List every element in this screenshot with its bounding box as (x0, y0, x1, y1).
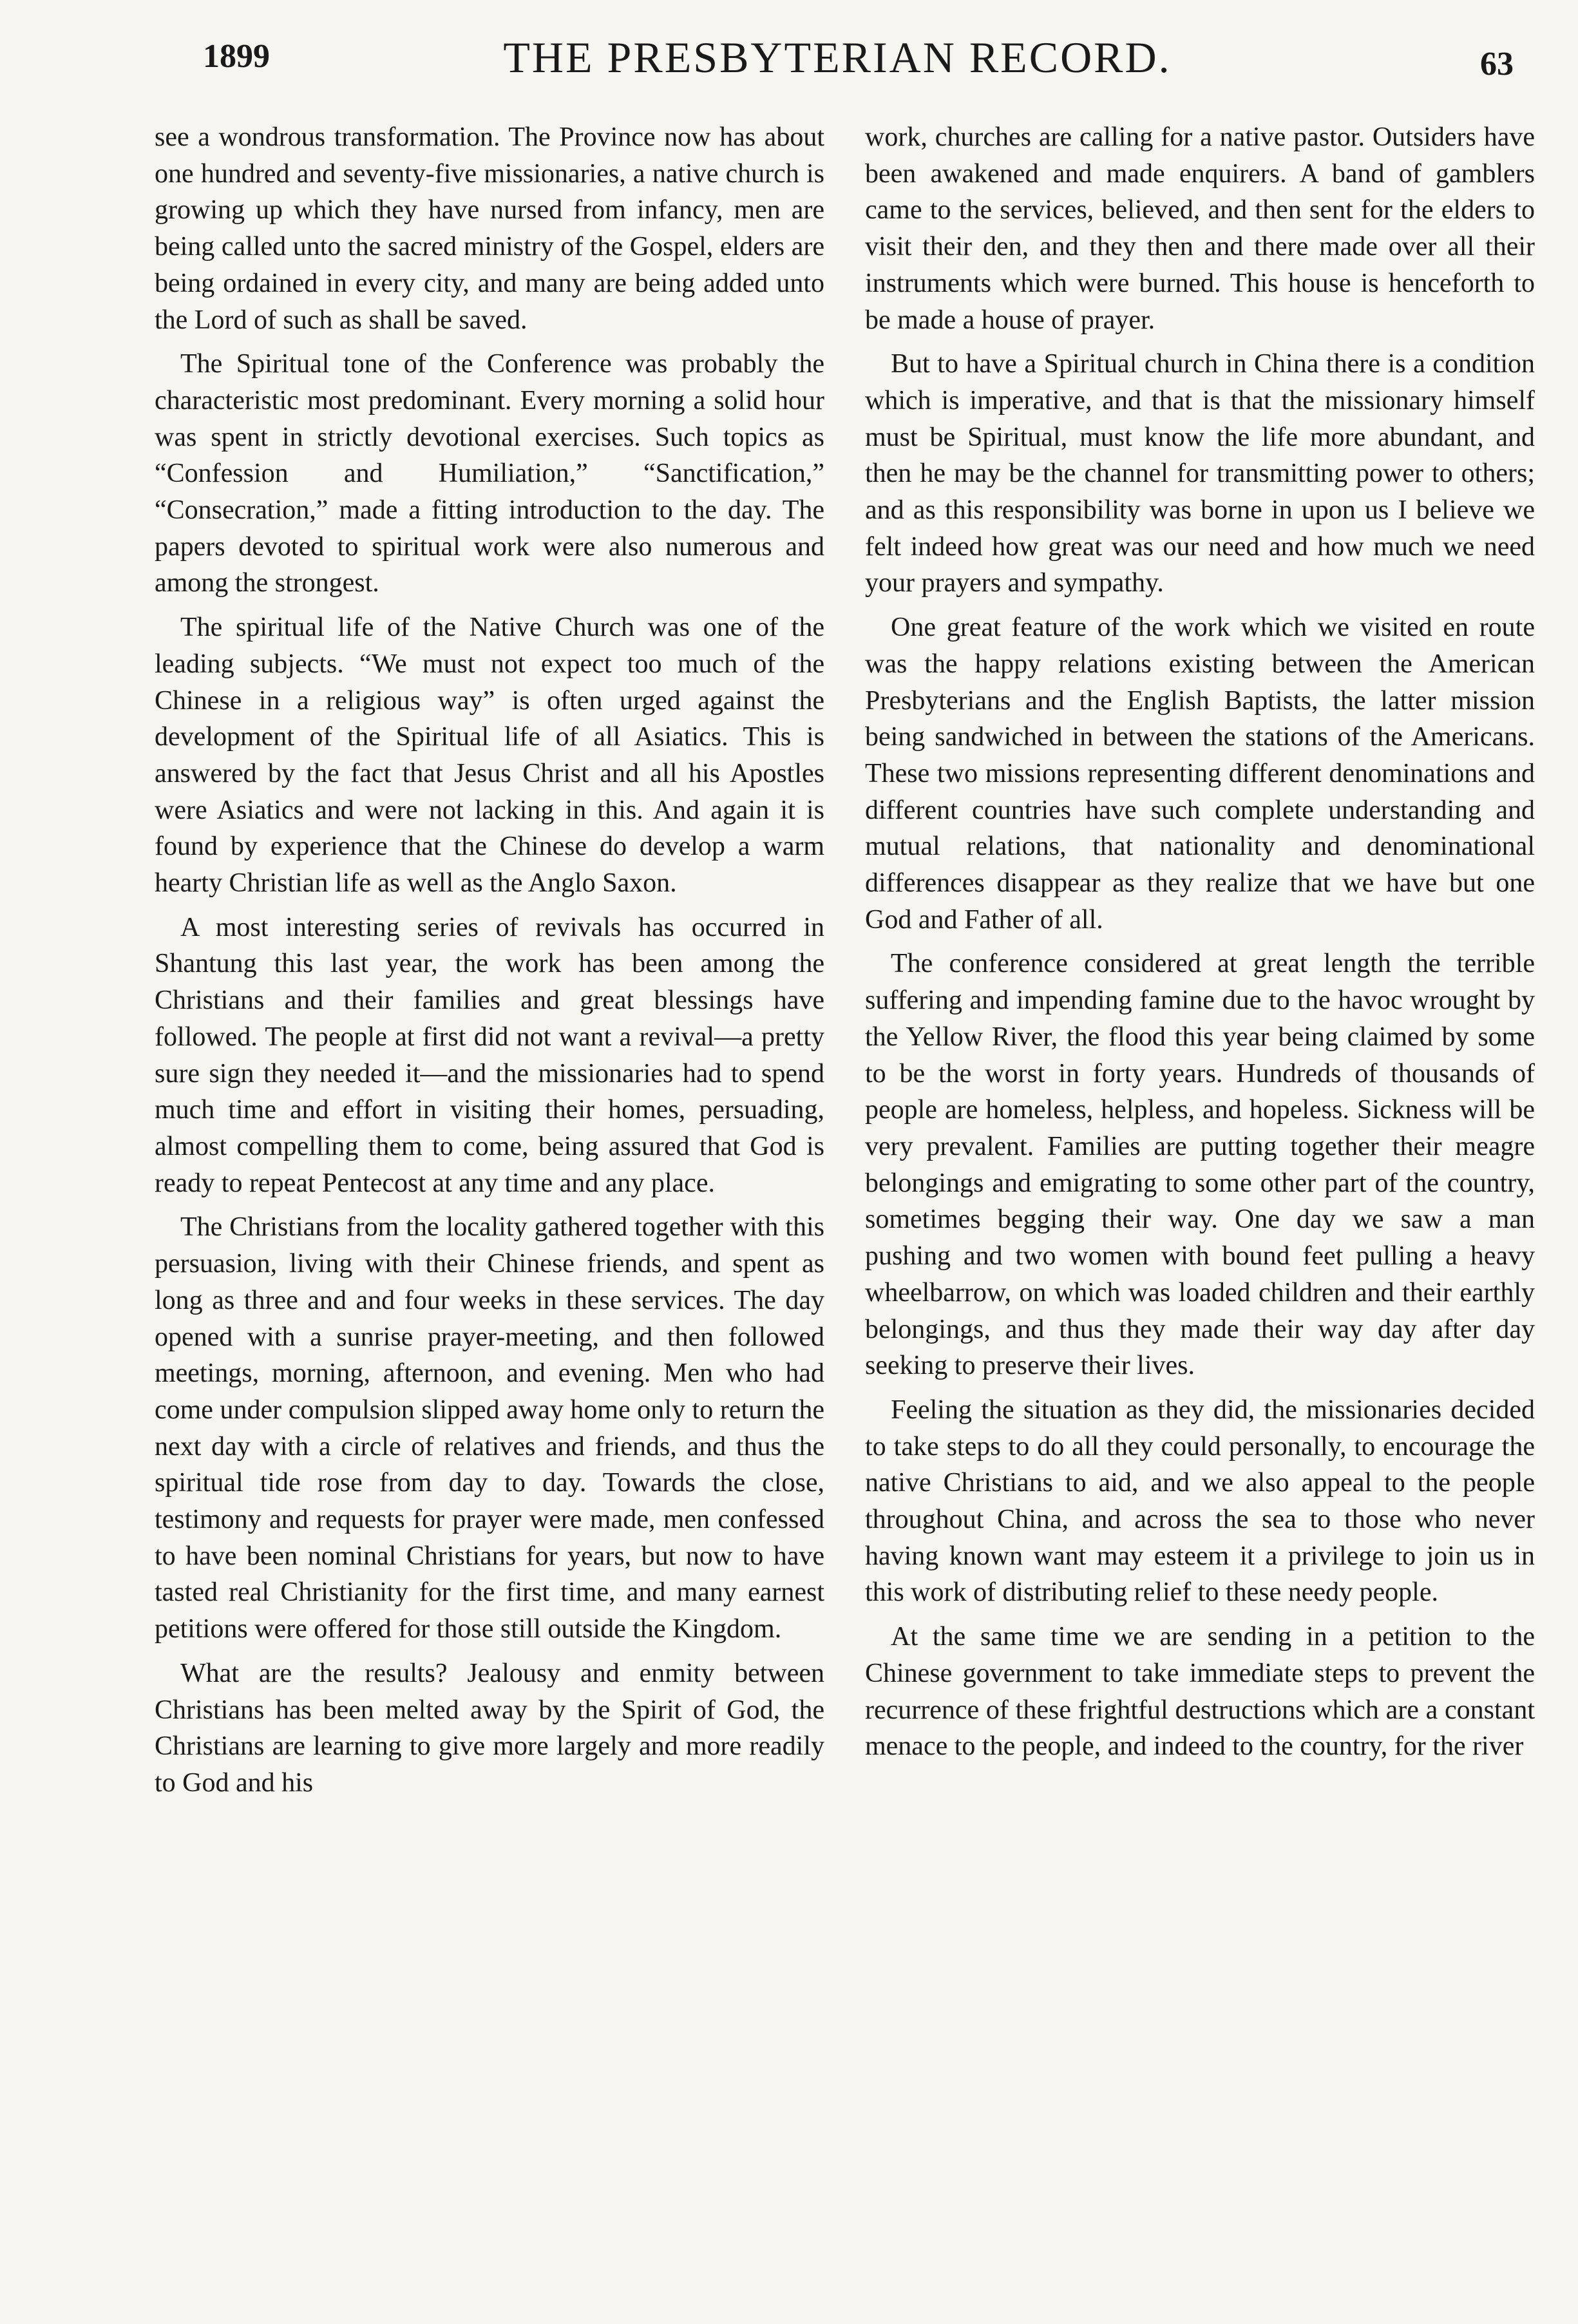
page-header (161, 26, 1514, 97)
paragraph: The Christians from the locality gathered together with this persuasion, living with their Chinese friends, and spent as long as three and and four weeks in these services. The day opened with a sunrise prayer-meeting, and then followed meetings, morning, afternoon, and evening. Men who had come under compulsion slipped away home only to return the next day with a circle of relatives and friends, and thus the spiritual tide rose from day to day. Towards the close, testimony and requests for prayer were made, men confessed to have been nominal Christians for years, but now to have tasted real Christianity for the first time, and many earnest petitions were offered for those still outside the Kingdom. (155, 1212, 824, 1644)
header-title: THE PRESBYTERIAN RECORD. (503, 33, 1172, 82)
paragraph: The spiritual life of the Native Church was one of the leading subjects. “We must not expect too much of the Chinese in a religious way” is often urged against the development of the Spiritual life of all Asiatics. This is answered by the fact that Jesus Christ and all his Apostles were Asiatics and were not lacking in this. And again it is found by experience that the Chinese do develop a warm hearty Christian life as well as the Anglo Saxon. (155, 613, 824, 899)
paragraph: The conference considered at great length the terrible suffering and impending famine due to the havoc wrought by the Yellow River, the flood this year being claimed by some to be the worst in forty years. Hundreds of thousands of people are homeless, helpless, and hopeless. Sickness will be very prevalent. Families are putting together their meagre belongings and emigrating to some other part of the country, sometimes begging their way. One day we saw a man pushing and two women with bound feet pulling a heavy wheelbarrow, on which was loaded children and their earthly belongings, and thus they made their way day after day seeking to preserve their lives. (865, 949, 1535, 1381)
paragraph: A most interesting series of revivals has occurred in Shantung this last year, the work has been among the Christians and their families and great blessings have followed. The people at first did not want a revival—a pretty sure sign they needed it—and the missionaries had to spend much time and effort in visiting their homes, persuading, almost compelling them to come, being assured that God is ready to repeat Pentecost at any time and any place. (155, 912, 824, 1198)
header-year: 1899 (203, 38, 270, 75)
paragraph: What are the results? Jealousy and enmity between Christians has been melted away by the Spirit of God, the Christians are learning to give more largely and more readily to God and his (155, 1658, 824, 1798)
paragraph: At the same time we are sending in a petition to the Chinese government to take immediate steps to prevent the recurrence of these frightful destructions which are a constant menace to the people, and indeed to the country, for the river (865, 1622, 1535, 1762)
header-page-number: 63 (1480, 46, 1514, 82)
left-column (155, 119, 824, 1809)
paragraph: One great feature of the work which we visited en route was the happy relations existing between the American Presbyterians and the English Baptists, the latter mission being sandwiched in between the stations of the Americans. These two missions representing different denominations and different countries have such complete understanding and mutual relations, that nationality and denominational differences disappear as they realize that we have but one God and Father of all. (865, 613, 1535, 935)
right-column (865, 119, 1535, 1773)
paragraph: work, churches are calling for a native pastor. Outsiders have been awakened and made enquirers. A band of gamblers came to the services, believed, and then sent for the elders to visit their den, and they then and there made over all their instruments which were burned. This house is henceforth to be made a house of prayer. (865, 122, 1535, 335)
paragraph: The Spiritual tone of the Conference was probably the characteristic most predominant. Every morning a solid hour was spent in strictly devotional exercises. Such topics as “Confession and Humiliation,” “Sanctification,” “Consecration,” made a fitting introduction to the day. The papers devoted to spiritual work were also numerous and among the strongest. (155, 349, 824, 598)
paragraph: But to have a Spiritual church in China there is a condition which is imperative, and that is that the missionary himself must be Spiritual, must know the life more abundant, and then he may be the channel for transmitting power to others; and as this responsibility was borne in upon us I believe we felt indeed how great was our need and how much we need your prayers and sympathy. (865, 349, 1535, 598)
paragraph: Feeling the situation as they did, the missionaries decided to take steps to do all they could personally, to encourage the native Christians to aid, and we also appeal to the people throughout China, and across the sea to those who never having known want may esteem it a privilege to join us in this work of distributing relief to these needy people. (865, 1395, 1535, 1608)
paragraph: see a wondrous transformation. The Province now has about one hundred and seventy-five missionaries, a native church is growing up which they have nursed from infancy, men are being called unto the sacred ministry of the Gospel, elders are being ordained in every city, and many are being added unto the Lord of such as shall be saved. (155, 122, 824, 335)
